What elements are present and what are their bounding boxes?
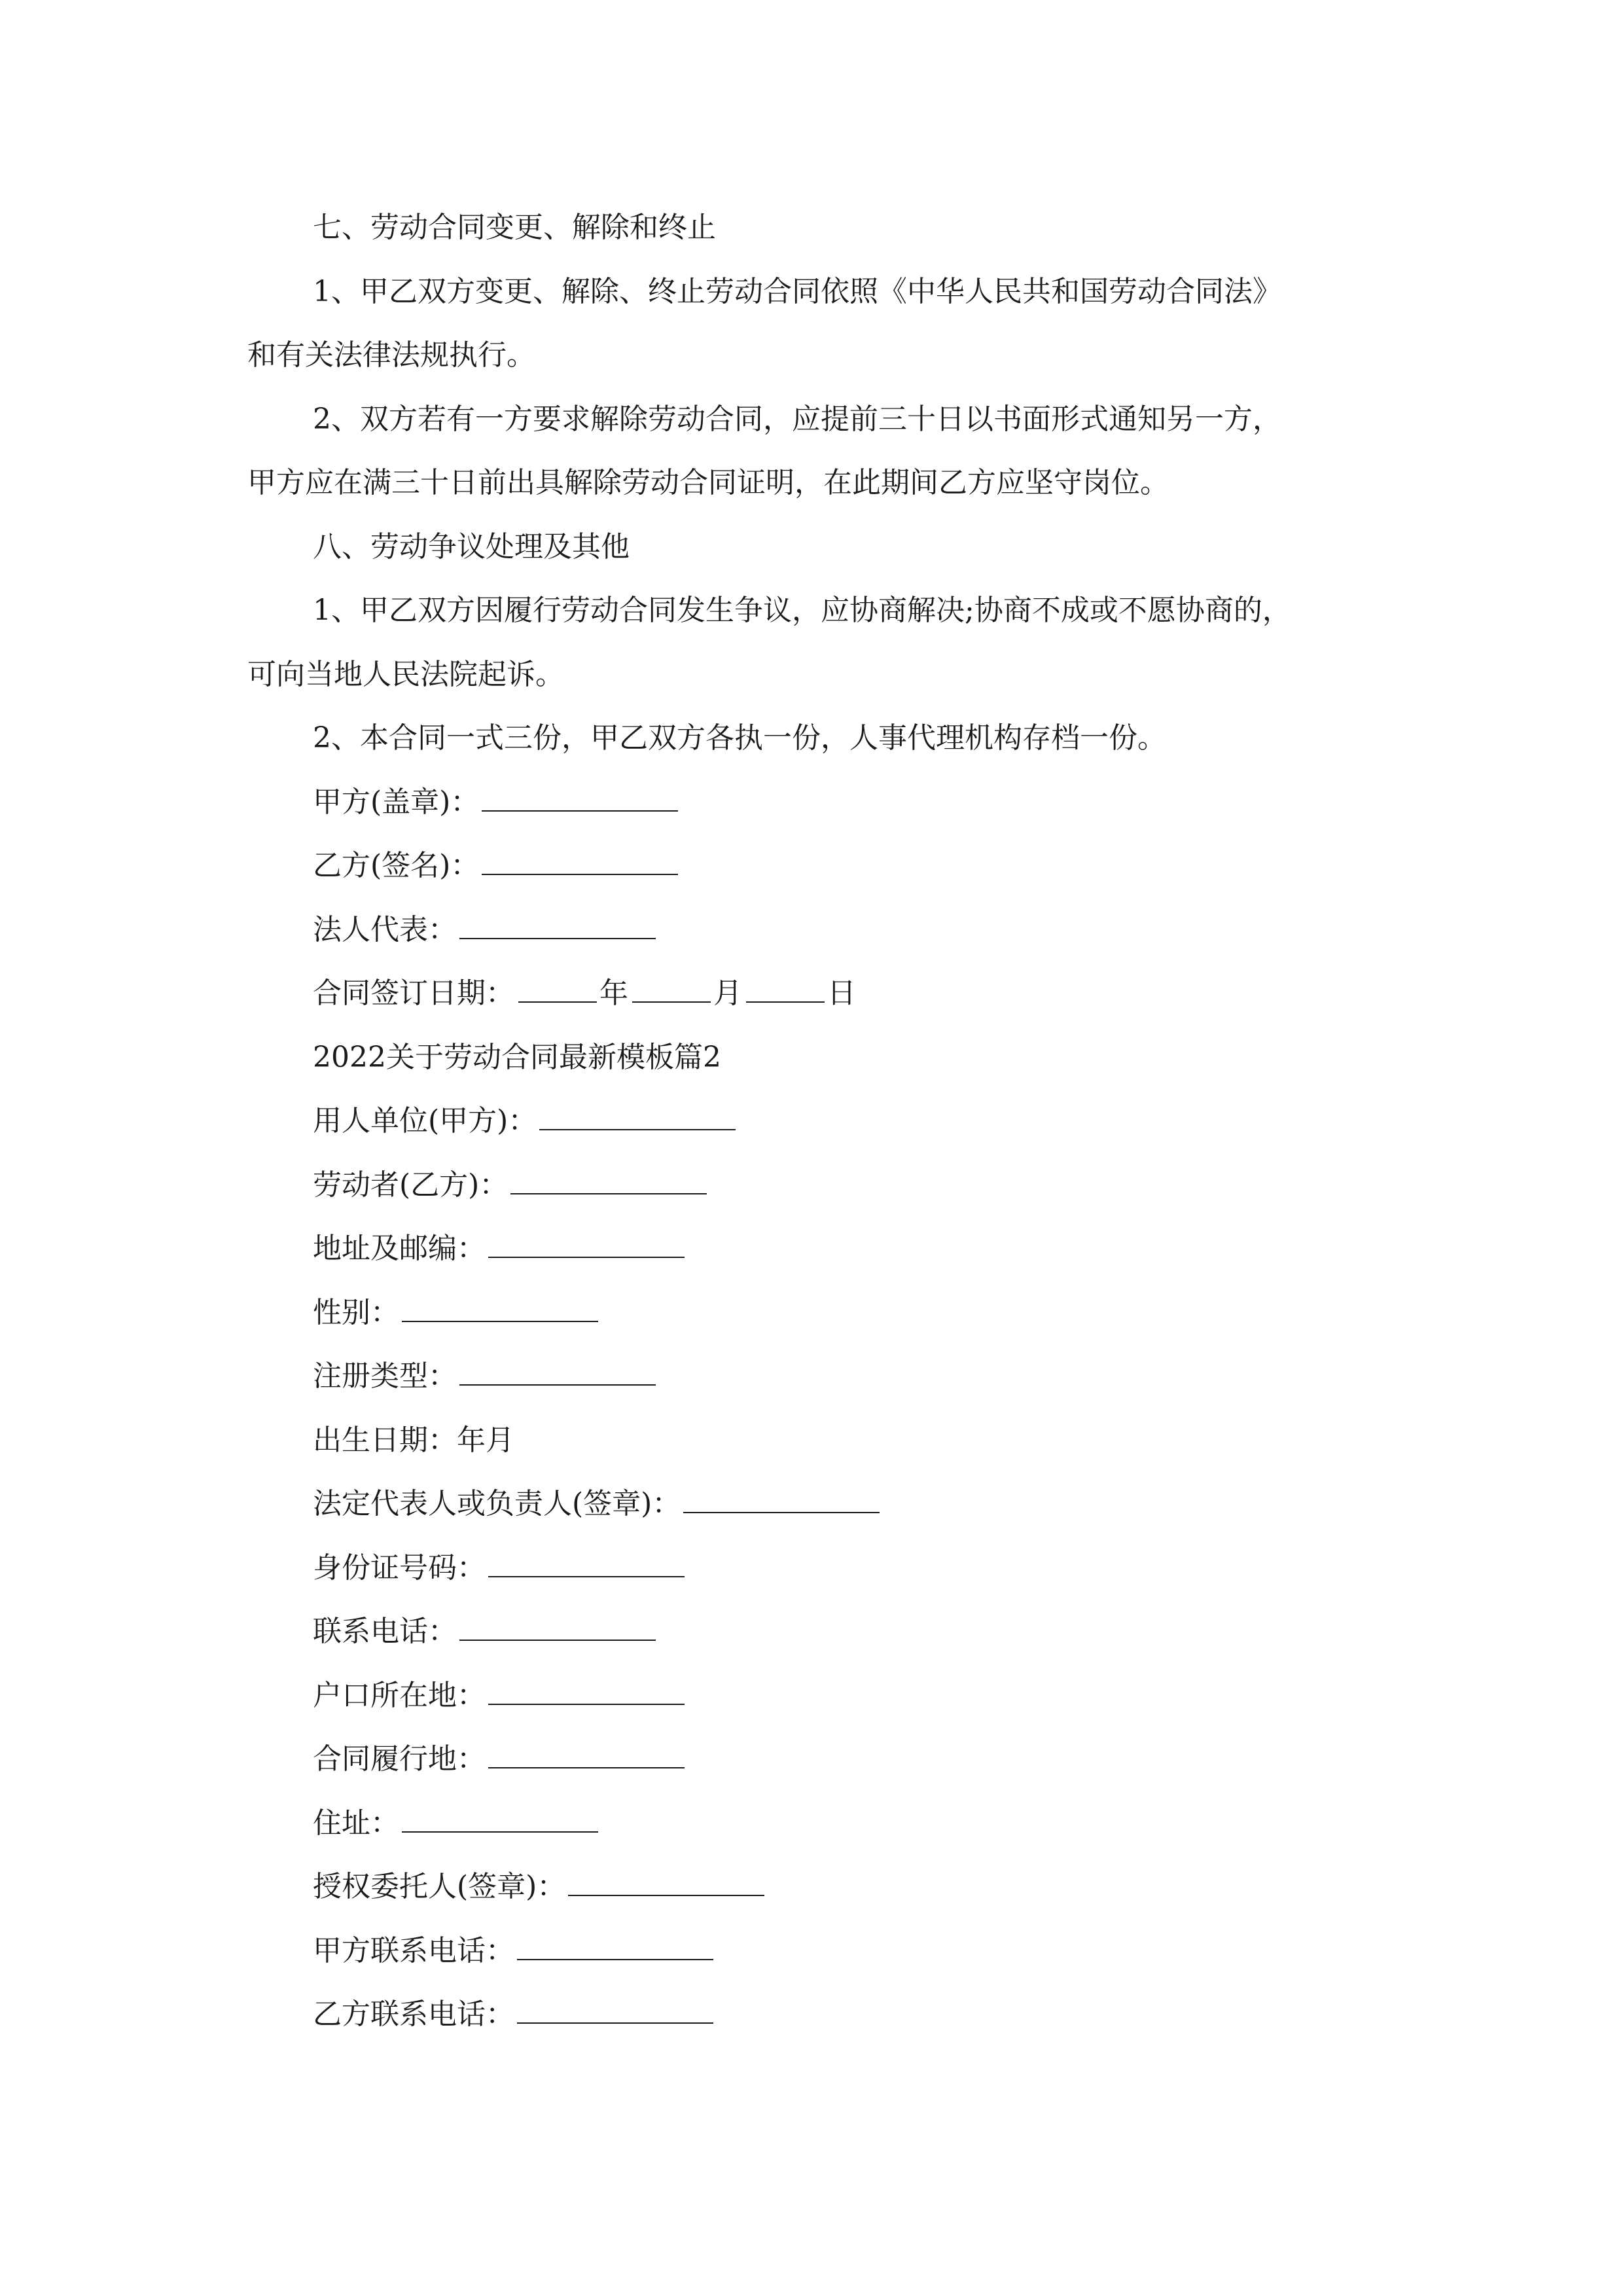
gender-blank[interactable] bbox=[402, 1297, 598, 1322]
legal-rep-row bbox=[313, 910, 656, 950]
sign-month-blank[interactable] bbox=[632, 978, 711, 1003]
party-b-phone-label: 乙方联系电话： bbox=[313, 1998, 514, 2031]
section7-item2-line1: 2、双方若有一方要求解除劳动合同，应提前三十日以书面形式通知另一方， bbox=[313, 403, 1281, 436]
section8-item1-line1: 1、甲乙双方因履行劳动合同发生争议，应协商解决;协商不成或不愿协商的， bbox=[313, 594, 1291, 627]
hukou-label: 户口所在地： bbox=[313, 1679, 486, 1712]
sign-month-label: 月 bbox=[713, 977, 742, 1010]
party-b-phone-row bbox=[313, 1995, 713, 2034]
authorized-row bbox=[313, 1867, 764, 1907]
id-number-label: 身份证号码： bbox=[313, 1551, 486, 1585]
section8-item2: 2、本合同一式三份，甲乙双方各执一份，人事代理机构存档一份。 bbox=[313, 721, 1166, 755]
address-zip-blank[interactable] bbox=[488, 1233, 685, 1258]
party-a-seal-row bbox=[313, 783, 678, 822]
sign-date-label: 合同签订日期： bbox=[313, 977, 514, 1010]
legal-or-head-row bbox=[313, 1484, 880, 1524]
authorized-label: 授权委托人(签章)： bbox=[313, 1870, 566, 1903]
id-number-row bbox=[313, 1549, 685, 1588]
worker-blank[interactable] bbox=[510, 1170, 707, 1194]
party-b-sign-row bbox=[313, 846, 678, 886]
section7-heading: 七、劳动合同变更、解除和终止 bbox=[313, 211, 716, 244]
section8-heading: 八、劳动争议处理及其他 bbox=[313, 530, 630, 564]
gender-label: 性别： bbox=[313, 1296, 399, 1329]
party-b-sign-label: 乙方(签名)： bbox=[313, 849, 480, 882]
birth-date-row bbox=[313, 1421, 514, 1460]
sign-day-label: 日 bbox=[827, 977, 856, 1010]
sign-year-blank[interactable] bbox=[518, 978, 597, 1003]
party-a-seal-label: 甲方(盖章)： bbox=[313, 785, 480, 819]
section7-item2-line2: 甲方应在满三十日前出具解除劳动合同证明，在此期间乙方应坚守岗位。 bbox=[247, 466, 1169, 499]
phone-row bbox=[313, 1612, 656, 1651]
perform-place-row bbox=[313, 1740, 685, 1779]
worker-label: 劳动者(乙方)： bbox=[313, 1168, 508, 1202]
section7-item1-line1: 1、甲乙双方变更、解除、终止劳动合同依照《中华人民共和国劳动合同法》 bbox=[313, 275, 1281, 308]
perform-place-blank[interactable] bbox=[488, 1744, 685, 1768]
party-a-phone-blank[interactable] bbox=[517, 1935, 713, 1960]
sign-day-blank[interactable] bbox=[746, 978, 825, 1003]
residence-label: 住址： bbox=[313, 1806, 399, 1840]
legal-rep-blank[interactable] bbox=[459, 914, 656, 939]
phone-blank[interactable] bbox=[459, 1616, 656, 1641]
reg-type-row bbox=[313, 1357, 656, 1396]
employer-row bbox=[313, 1102, 736, 1141]
template2-title: 2022关于劳动合同最新模板篇2 bbox=[313, 1041, 721, 1074]
party-a-phone-label: 甲方联系电话： bbox=[313, 1934, 514, 1967]
perform-place-label: 合同履行地： bbox=[313, 1742, 486, 1776]
id-number-blank[interactable] bbox=[488, 1552, 685, 1577]
employer-blank[interactable] bbox=[539, 1105, 736, 1130]
party-b-sign-blank[interactable] bbox=[482, 850, 678, 875]
legal-or-head-blank[interactable] bbox=[683, 1488, 880, 1513]
worker-row bbox=[313, 1166, 707, 1205]
party-a-seal-blank[interactable] bbox=[482, 787, 678, 812]
sign-year-label: 年 bbox=[599, 977, 628, 1010]
hukou-row bbox=[313, 1676, 685, 1715]
birth-date-label: 出生日期：年月 bbox=[313, 1424, 514, 1457]
reg-type-label: 注册类型： bbox=[313, 1359, 457, 1393]
employer-label: 用人单位(甲方)： bbox=[313, 1104, 537, 1138]
sign-date-row bbox=[313, 974, 856, 1013]
address-zip-row bbox=[313, 1229, 685, 1268]
legal-rep-label: 法人代表： bbox=[313, 913, 457, 946]
authorized-blank[interactable] bbox=[568, 1871, 764, 1896]
section7-item1-line2: 和有关法律法规执行。 bbox=[247, 338, 535, 372]
party-b-phone-blank[interactable] bbox=[517, 1999, 713, 2024]
hukou-blank[interactable] bbox=[488, 1680, 685, 1705]
residence-blank[interactable] bbox=[402, 1808, 598, 1833]
section8-item1-line2: 可向当地人民法院起诉。 bbox=[247, 658, 564, 691]
gender-row bbox=[313, 1293, 598, 1333]
phone-label: 联系电话： bbox=[313, 1615, 457, 1648]
reg-type-blank[interactable] bbox=[459, 1361, 656, 1386]
residence-row bbox=[313, 1804, 598, 1843]
party-a-phone-row bbox=[313, 1931, 713, 1971]
address-zip-label: 地址及邮编： bbox=[313, 1232, 486, 1265]
legal-or-head-label: 法定代表人或负责人(签章)： bbox=[313, 1487, 681, 1520]
